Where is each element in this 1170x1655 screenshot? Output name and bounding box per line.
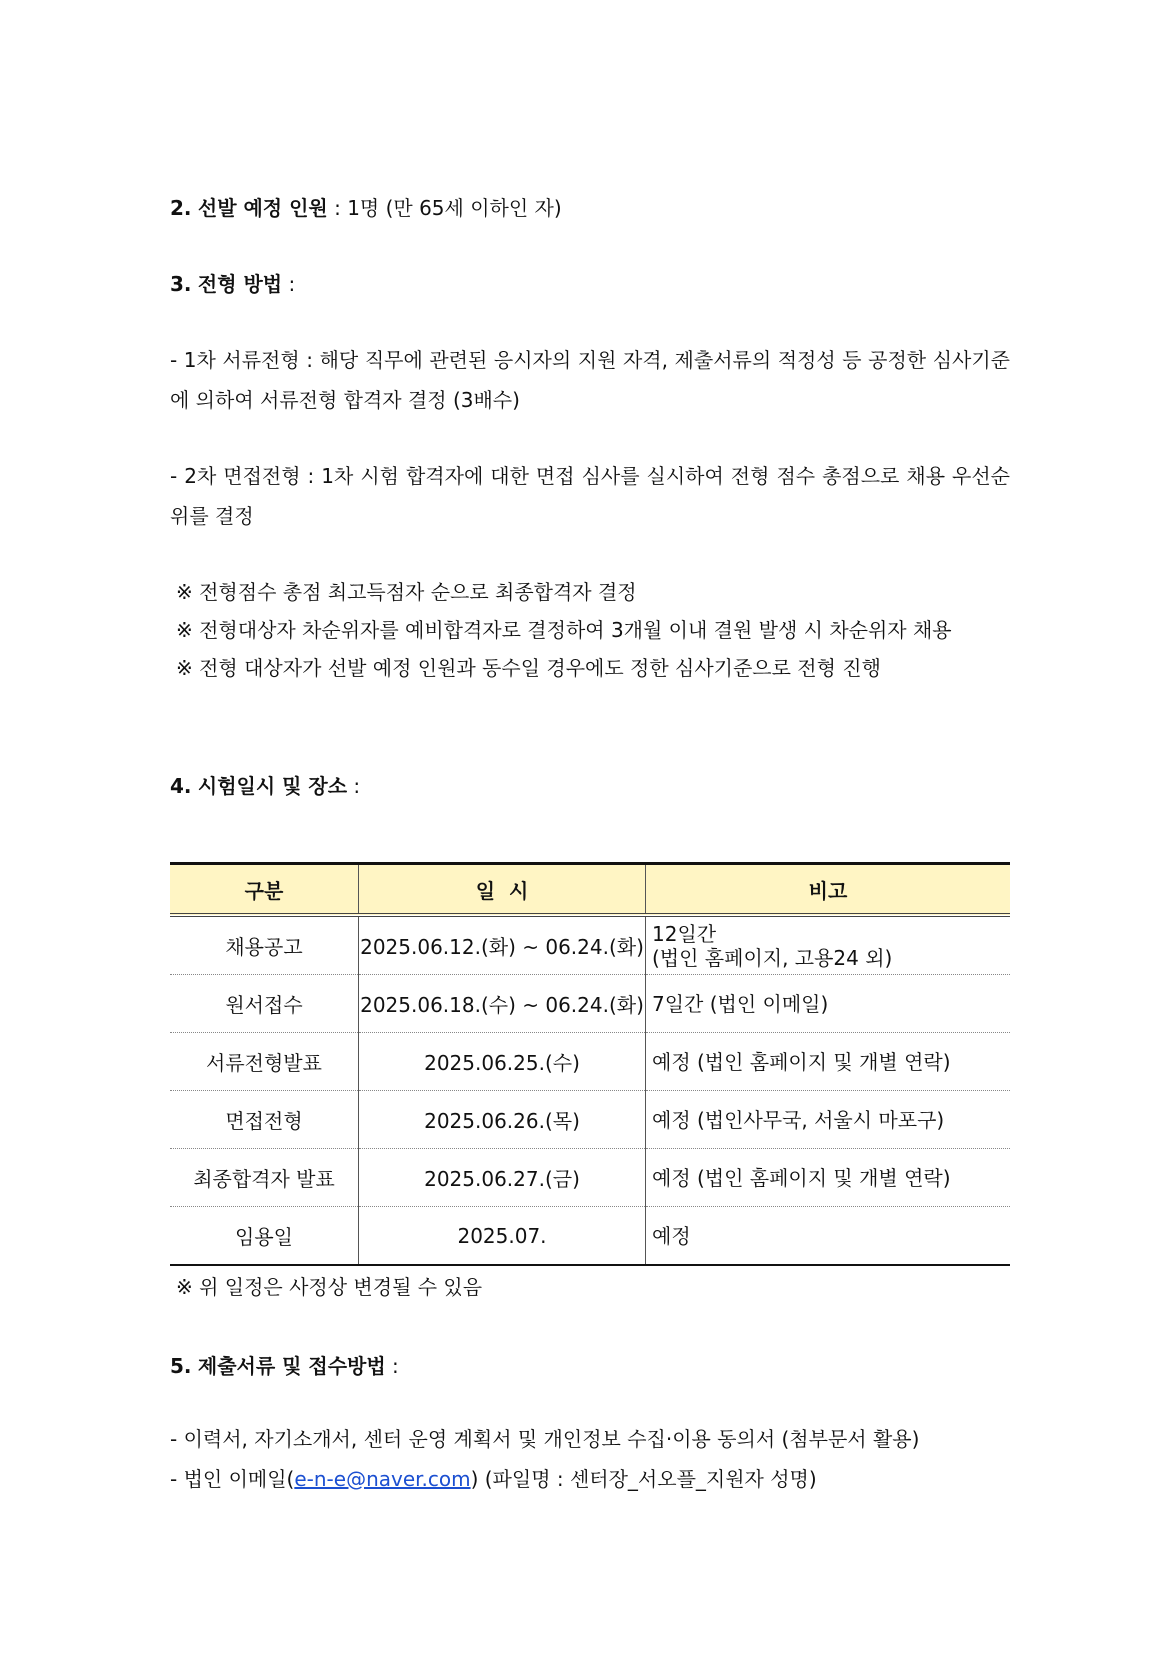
cell-date: 2025.06.12.(화) ~ 06.24.(화) — [359, 915, 646, 975]
section-5-heading — [170, 1346, 1010, 1386]
section-title: 전형 방법 — [197, 272, 283, 296]
section-4-heading — [170, 766, 1010, 806]
cell-note: 예정 (법인사무국, 서울시 마포구) — [646, 1091, 1011, 1149]
submission-prefix: - 법인 이메일( — [170, 1467, 295, 1491]
section-desc: : — [347, 774, 361, 798]
section-title: 선발 예정 인원 — [197, 196, 328, 220]
column-header-datetime: 일 시 — [359, 864, 646, 916]
schedule-table — [170, 862, 1010, 1266]
documents-item: - 이력서, 자기소개서, 센터 운영 계획서 및 개인정보 수집·이용 동의서 (첨부문서 활용) — [170, 1427, 920, 1451]
section-desc: : — [282, 272, 296, 296]
section-number: 4. — [170, 774, 192, 798]
screening-step-2: - 2차 면접전형 : 1차 시험 합격자에 대한 면접 심사를 실시하여 전형 점수 총점으로 채용 우선순위를 결정 — [170, 464, 1010, 528]
table-row — [170, 1033, 1010, 1091]
email-link[interactable]: e-n-e@naver.com — [294, 1467, 471, 1491]
table-row — [170, 975, 1010, 1033]
cell-date: 2025.06.26.(목) — [359, 1091, 646, 1149]
table-header-row — [170, 864, 1010, 916]
cell-category: 서류전형발표 — [170, 1033, 359, 1091]
section-title: 제출서류 및 접수방법 — [197, 1354, 386, 1378]
section-title: 시험일시 및 장소 — [197, 774, 348, 798]
section-number: 5. — [170, 1354, 192, 1378]
cell-category: 최종합격자 발표 — [170, 1149, 359, 1207]
cell-category: 면접전형 — [170, 1091, 359, 1149]
section-number: 3. — [170, 272, 192, 296]
schedule-footnote: ※ 위 일정은 사정상 변경될 수 있음 — [176, 1275, 483, 1299]
cell-note-line: 12일간 — [652, 921, 717, 946]
submission-suffix: ) (파일명 : 센터장_서오플_지원자 성명) — [470, 1467, 817, 1491]
cell-category: 임용일 — [170, 1207, 359, 1266]
section-2-heading — [170, 188, 1010, 228]
column-header-note: 비고 — [646, 864, 1011, 916]
cell-note — [646, 915, 1011, 975]
cell-note: 예정 — [646, 1207, 1011, 1266]
cell-date: 2025.06.18.(수) ~ 06.24.(화) — [359, 975, 646, 1033]
table-row — [170, 1091, 1010, 1149]
table-row — [170, 915, 1010, 975]
cell-note-line: (법인 홈페이지, 고용24 외) — [652, 945, 893, 970]
cell-date: 2025.06.25.(수) — [359, 1033, 646, 1091]
cell-category: 채용공고 — [225, 935, 303, 959]
section-3-heading — [170, 264, 1010, 304]
screening-step-1: - 1차 서류전형 : 해당 직무에 관련된 응시자의 지원 자격, 제출서류의 적정성 등 공정한 심사기준에 의하여 서류전형 합격자 결정 (3배수) — [170, 348, 1010, 412]
screening-note: ※ 전형대상자 차순위자를 예비합격자로 결정하여 3개월 이내 결원 발생 시 차순위자 채용 — [176, 618, 952, 642]
screening-note: ※ 전형 대상자가 선발 예정 인원과 동수일 경우에도 정한 심사기준으로 전형 진행 — [176, 656, 881, 680]
cell-note: 예정 (법인 홈페이지 및 개별 연락) — [646, 1149, 1011, 1207]
section-desc: : 1명 (만 65세 이하인 자) — [327, 196, 562, 220]
submission-item — [170, 1460, 1010, 1498]
section-desc: : — [385, 1354, 399, 1378]
table-row — [170, 1149, 1010, 1207]
cell-note: 예정 (법인 홈페이지 및 개별 연락) — [646, 1033, 1011, 1091]
cell-date: 2025.07. — [359, 1207, 646, 1266]
column-header-category: 구분 — [170, 864, 359, 916]
screening-note: ※ 전형점수 총점 최고득점자 순으로 최종합격자 결정 — [176, 580, 637, 604]
section-number: 2. — [170, 196, 192, 220]
cell-date: 2025.06.27.(금) — [359, 1149, 646, 1207]
table-row — [170, 1207, 1010, 1266]
cell-note: 7일간 (법인 이메일) — [646, 975, 1011, 1033]
cell-category: 원서접수 — [170, 975, 359, 1033]
